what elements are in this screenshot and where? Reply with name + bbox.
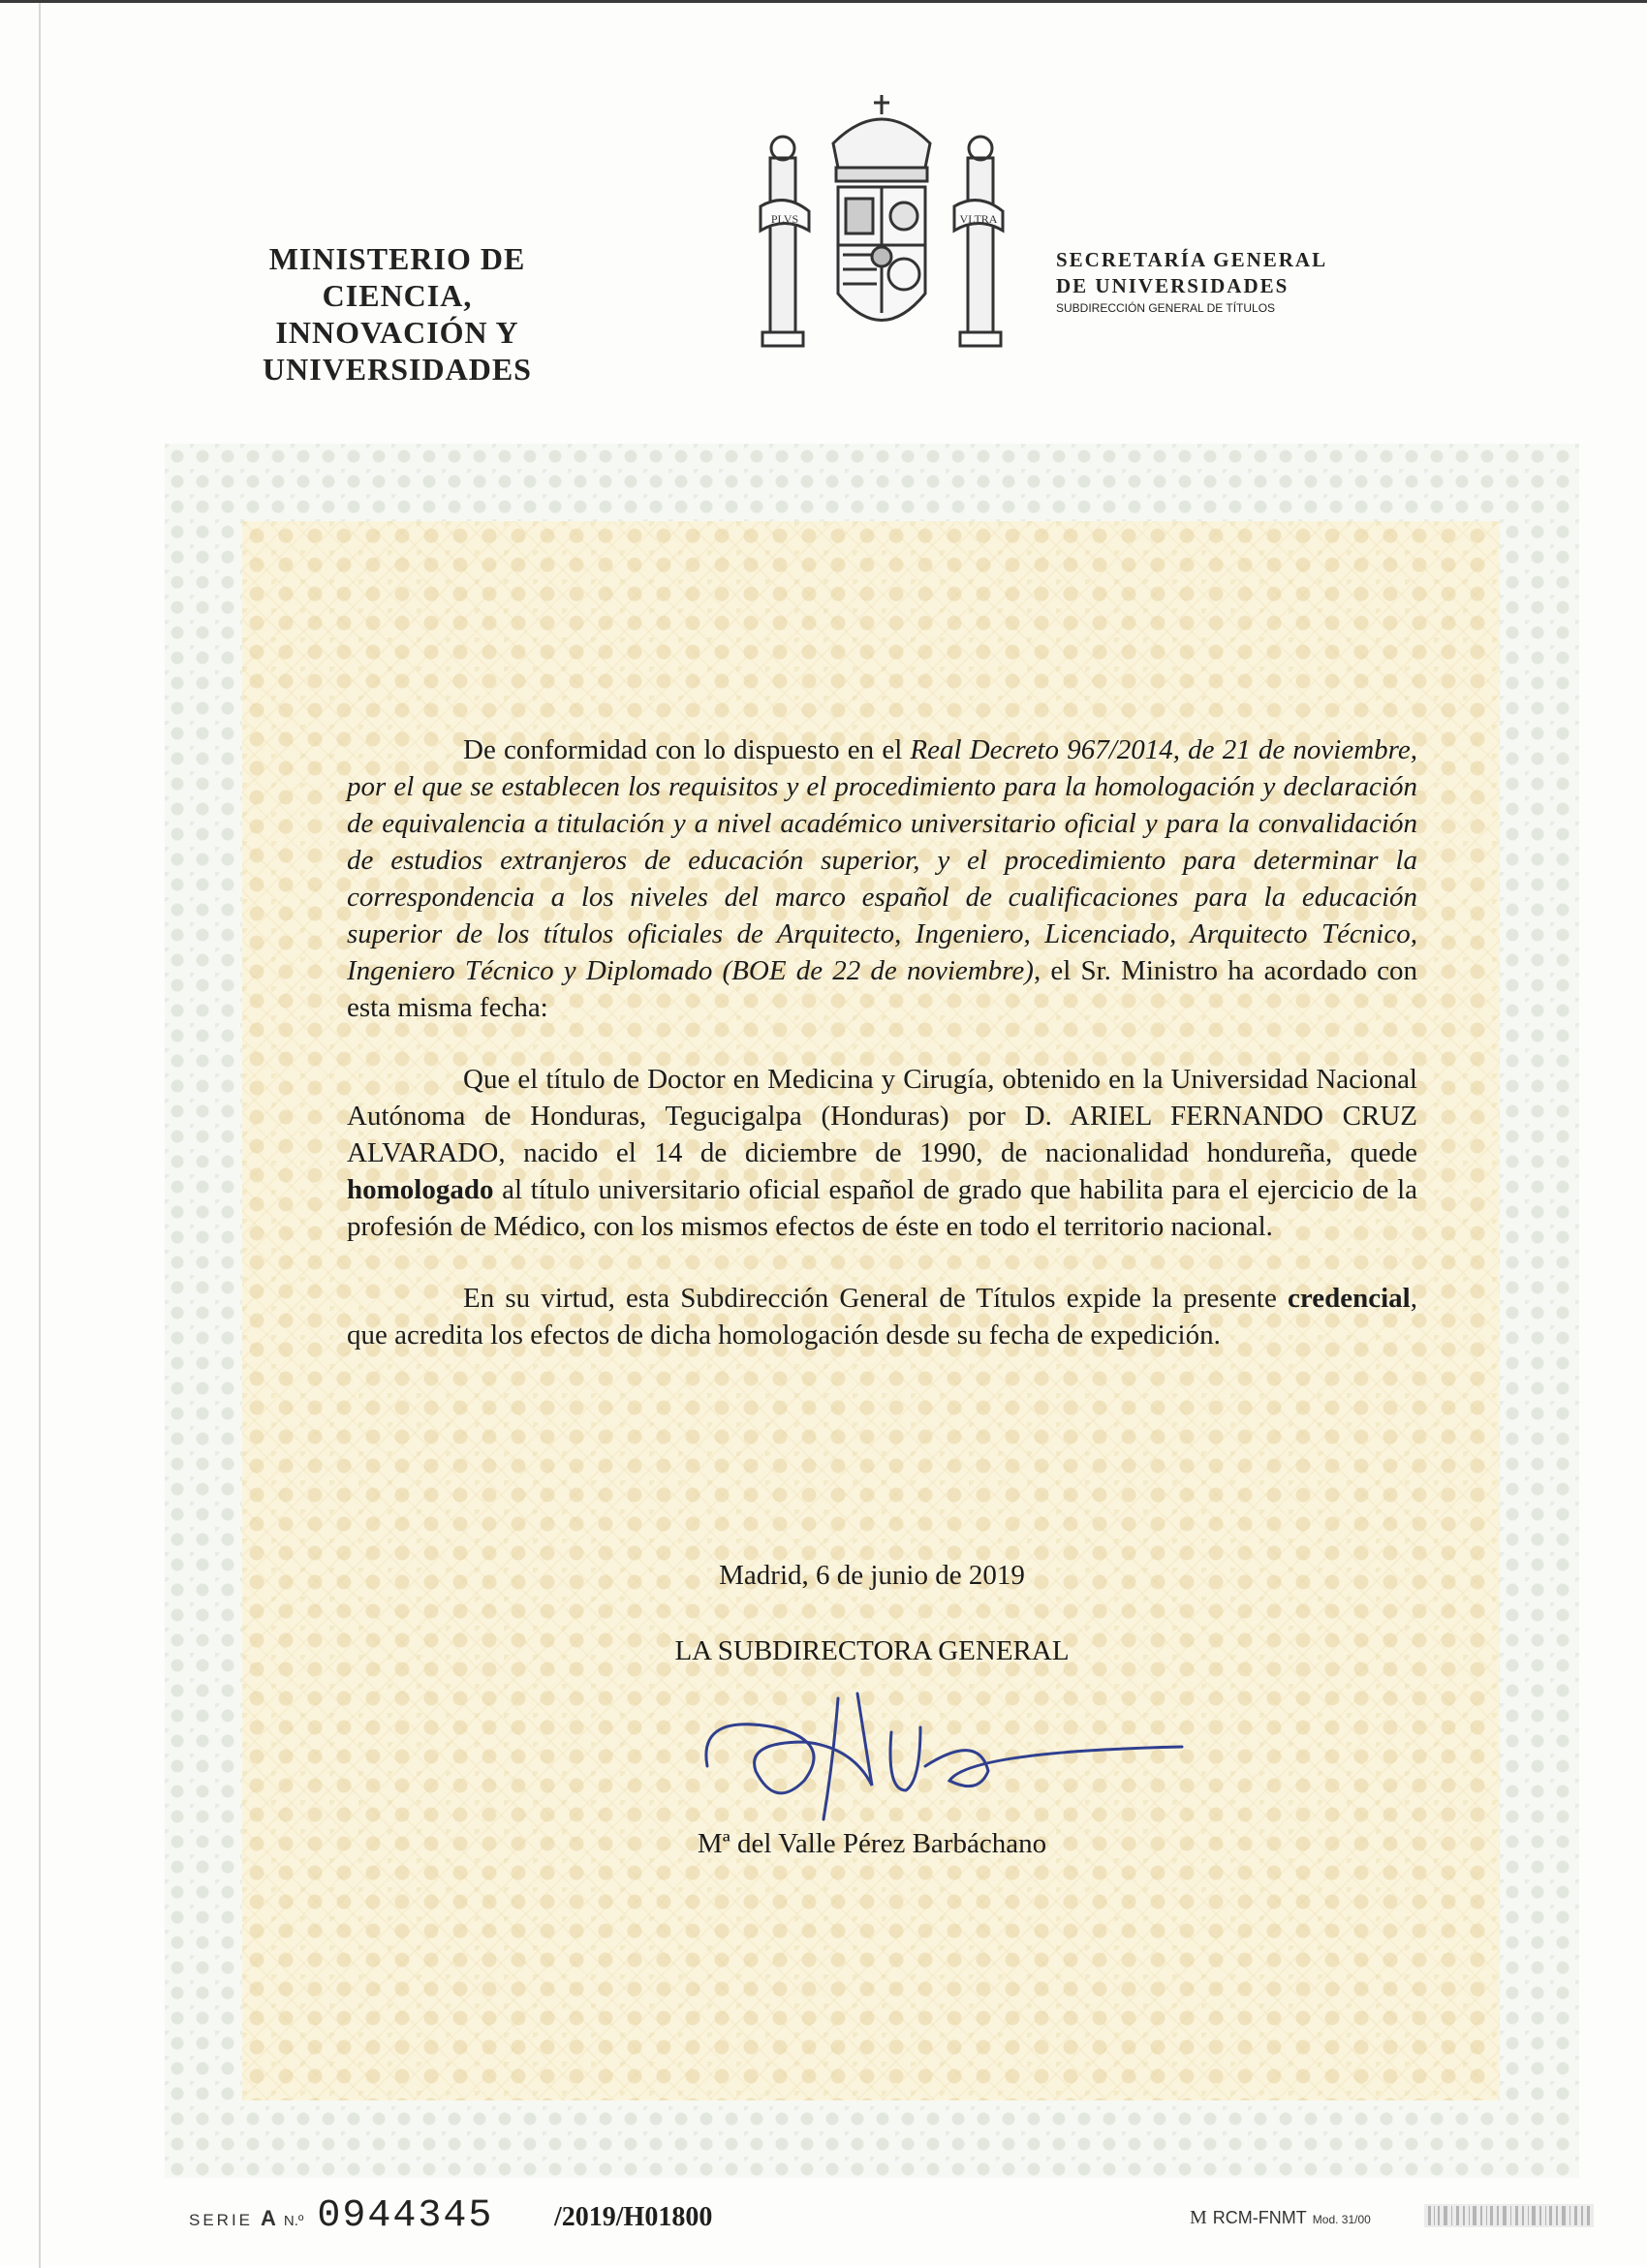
coat-of-arms-icon bbox=[741, 90, 1022, 371]
p1-outro: , el Sr. Ministro ha acordado con esta misma fecha: bbox=[347, 955, 1418, 1023]
ministry-line-3: UNIVERSIDADES bbox=[263, 352, 532, 387]
secretaria-general bbox=[1056, 247, 1424, 317]
p2-part2: al título universitario oficial español de grado que habilita para el ejercicio de la profesión de Médico, con los mismos efectos de éste en todo el territorio nacional. bbox=[347, 1174, 1417, 1242]
p3-part1: En su virtud, esta Subdirección General de Títulos expide la presente bbox=[463, 1283, 1289, 1314]
place-date: Madrid, 6 de junio de 2019 bbox=[719, 1560, 1025, 1591]
ministry-line-1: MINISTERIO DE CIENCIA, bbox=[268, 241, 526, 313]
signature-mark bbox=[688, 1674, 1192, 1829]
p3-part2: , que acredita los efectos de dicha homologación desde su fecha de expedición. bbox=[347, 1283, 1417, 1351]
secretaria-line-2: DE UNIVERSIDADES bbox=[1056, 274, 1290, 297]
fnmt-emblem: M bbox=[1190, 2207, 1207, 2228]
barcode-strip bbox=[1424, 2204, 1594, 2227]
ministry-name bbox=[194, 240, 601, 388]
credential-body bbox=[347, 731, 1417, 1388]
serial-block bbox=[189, 2194, 493, 2238]
motto-left: PLVS bbox=[770, 212, 799, 226]
paragraph-credential bbox=[347, 1280, 1417, 1353]
subdireccion-label: SUBDIRECCIÓN GENERAL DE TÍTULOS bbox=[1056, 301, 1276, 315]
paragraph-decree bbox=[347, 731, 1417, 1026]
page-edge bbox=[39, 3, 41, 2268]
ministry-line-2: INNOVACIÓN Y bbox=[275, 315, 519, 350]
p2-part1: Que el título de Doctor en Medicina y Cirugía, obtenido en la Universidad Nacional Autónoma de Honduras, Tegucigalpa (Honduras) por D. ARIEL FERNANDO CRUZ ALVARADO, nacido el 14 de diciembre de 1990, de nacionalidad hondureña, quede bbox=[347, 1064, 1417, 1168]
rcm-text: RCM-FNMT bbox=[1212, 2208, 1307, 2227]
paragraph-homologation bbox=[347, 1061, 1417, 1245]
signer-name: Mª del Valle Pérez Barbáchano bbox=[697, 1828, 1047, 1859]
signer-title: LA SUBDIRECTORA GENERAL bbox=[674, 1635, 1070, 1666]
homologado-keyword: homologado bbox=[347, 1174, 494, 1205]
credencial-keyword: credencial bbox=[1288, 1283, 1411, 1314]
serie-letter: A bbox=[261, 2206, 276, 2230]
p1-intro: De conformidad con lo dispuesto en el bbox=[463, 734, 911, 765]
secretaria-line-1: SECRETARÍA GENERAL bbox=[1056, 248, 1328, 271]
file-reference: /2019/H01800 bbox=[554, 2202, 713, 2232]
motto-right: VLTRA bbox=[959, 212, 998, 226]
decree-reference: Real Decreto 967/2014, de 21 de noviembre, por el que se establecen los requisitos y el procedimiento para la homologación y declaración de equivalencia a titulación y a nivel académico universitario oficial y para la convalidación de estudios extranjeros de educación superior, y el procedimiento para determinar la correspondencia a los niveles del marco español de cualificaciones para la educación superior de los títulos oficiales de Arquitecto, Ingeniero, Licenciado, Arquitecto Técnico, Ingeniero Técnico y Diplomado (BOE de 22 de noviembre) bbox=[347, 734, 1417, 986]
serie-label: SERIE bbox=[189, 2211, 254, 2229]
rcm-model: Mod. 31/00 bbox=[1312, 2213, 1371, 2226]
rcm-mark bbox=[1190, 2207, 1371, 2229]
serie-number-abbr: N.º bbox=[283, 2213, 304, 2229]
serial-number: 0944345 bbox=[317, 2194, 494, 2238]
